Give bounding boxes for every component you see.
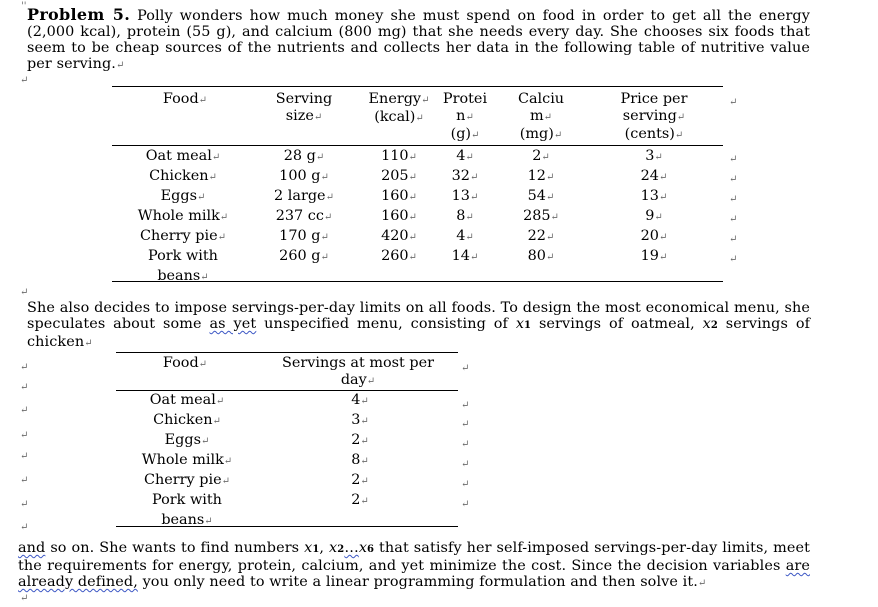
- max-cell: 3↵: [351, 412, 369, 428]
- calcium-cell: 54↵: [527, 188, 555, 204]
- row-end-mark: ↵: [729, 97, 738, 108]
- size-cell: 28 g↵: [283, 148, 325, 164]
- max-cell: 8↵: [351, 452, 369, 468]
- protein-cell: 13↵: [451, 188, 479, 204]
- food-cell: Oat meal↵: [145, 148, 221, 164]
- problem-heading: Problem 5.: [27, 5, 131, 24]
- max-cell: 2↵: [351, 492, 369, 508]
- grammar-underline: as yet: [209, 316, 257, 332]
- paragraph-mark: ↵: [115, 60, 125, 71]
- row-end-mark: ↵: [729, 174, 738, 185]
- row-end-mark: ↵: [729, 234, 738, 245]
- food-cell: Whole milk↵: [137, 208, 229, 224]
- food-cell: Eggs↵: [164, 432, 210, 448]
- row-end-mark: ↵: [461, 479, 470, 490]
- limits-header-food: Food↵: [162, 355, 208, 371]
- grammar-underline: …: [344, 540, 359, 556]
- price-cell: 3↵: [645, 148, 663, 164]
- food-cell: Oat meal↵: [149, 392, 225, 408]
- energy-cell: 110↵: [381, 148, 417, 164]
- corner-mark: '': [21, 1, 27, 12]
- paragraph-mark: ↵: [20, 475, 29, 486]
- grammar-underline: and: [18, 540, 46, 556]
- energy-cell: 160↵: [381, 188, 417, 204]
- grammar-underline: are already defined,: [18, 558, 810, 590]
- calcium-cell: 2↵: [532, 148, 550, 164]
- food-cell: Pork with beans↵: [152, 492, 222, 528]
- limits-table-top-rule: [116, 352, 458, 353]
- food-cell: Cherry pie↵: [140, 228, 226, 244]
- protein-cell: 4↵: [456, 228, 474, 244]
- problem-intro: [27, 7, 810, 74]
- calcium-cell: 285↵: [523, 208, 559, 224]
- header-serving-size: Serving size↵: [275, 91, 333, 124]
- header-protein: Protei n↵ (g)↵: [442, 91, 488, 142]
- paragraph-mark: ↵: [20, 75, 29, 86]
- energy-cell: 205↵: [381, 168, 417, 184]
- paragraph-mark: ↵: [20, 287, 29, 298]
- paragraph-mark: ↵: [20, 362, 29, 373]
- limits-paragraph: She also decides to impose servings-per-day limits on all foods. To design the most economical menu, she speculates about some as yet unspecified menu, consisting of x1 servings of oatmeal, x2 servings of chicken↵: [27, 300, 811, 350]
- row-end-mark: ↵: [729, 254, 738, 265]
- protein-cell: 4↵: [456, 148, 474, 164]
- size-cell: 2 large↵: [274, 188, 334, 204]
- energy-cell: 420↵: [381, 228, 417, 244]
- protein-cell: 14↵: [451, 248, 479, 264]
- table-top-rule: [112, 86, 723, 87]
- row-end-mark: ↵: [461, 363, 470, 374]
- paragraph-mark: ↵: [20, 451, 29, 462]
- paragraph-mark: ↵: [20, 382, 29, 393]
- header-energy: Energy↵ (kcal)↵: [368, 91, 430, 125]
- problem-intro-text: Polly wonders how much money she must spend on food in order to get all the energy (2,000 kcal), protein (55 g), and calcium (800 mg) that she needs every day. She chooses six foods that seem to be cheap sources of the nutrients and collects her data in the following table of nutritive value per serving.: [27, 8, 810, 72]
- paragraph-mark: ↵: [20, 522, 29, 533]
- price-cell: 9↵: [645, 208, 663, 224]
- header-calcium: Calciu m↵ (mg)↵: [517, 91, 565, 142]
- max-cell: 4↵: [351, 392, 369, 408]
- price-cell: 13↵: [640, 188, 668, 204]
- max-cell: 2↵: [351, 472, 369, 488]
- calcium-cell: 22↵: [527, 228, 555, 244]
- price-cell: 24↵: [640, 168, 668, 184]
- size-cell: 260 g↵: [279, 248, 329, 264]
- max-cell: 2↵: [351, 432, 369, 448]
- food-cell: Chicken↵: [149, 168, 217, 184]
- header-price: Price per serving↵ (cents)↵: [620, 91, 688, 142]
- row-end-mark: ↵: [729, 214, 738, 225]
- food-cell: Chicken↵: [153, 412, 221, 428]
- row-end-mark: ↵: [729, 154, 738, 165]
- protein-cell: 32↵: [451, 168, 479, 184]
- size-cell: 100 g↵: [279, 168, 329, 184]
- food-cell: Eggs↵: [160, 188, 206, 204]
- protein-cell: 8↵: [456, 208, 474, 224]
- calcium-cell: 12↵: [527, 168, 555, 184]
- size-cell: 237 cc↵: [275, 208, 333, 224]
- food-cell: Whole milk↵: [141, 452, 233, 468]
- row-end-mark: ↵: [461, 419, 470, 430]
- header-food: Food↵: [162, 91, 208, 107]
- row-end-mark: ↵: [729, 194, 738, 205]
- row-end-mark: ↵: [461, 459, 470, 470]
- paragraph-mark: ↵: [20, 430, 29, 441]
- price-cell: 20↵: [640, 228, 668, 244]
- row-end-mark: ↵: [461, 400, 470, 411]
- energy-cell: 260↵: [381, 248, 417, 264]
- paragraph-mark: ↵: [20, 499, 29, 510]
- price-cell: 19↵: [640, 248, 668, 264]
- closing-paragraph: and so on. She wants to find numbers x1, x2…x6 that satisfy her self-imposed servings-per-day limits, meet the requirements for energy, protein, calcium, and yet minimize the cost. Since the decision variables are already defined, you only need to write a linear programming formulation and then solve it.↵: [18, 540, 810, 590]
- energy-cell: 160↵: [381, 208, 417, 224]
- calcium-cell: 80↵: [527, 248, 555, 264]
- food-cell: Cherry pie↵: [144, 472, 230, 488]
- size-cell: 170 g↵: [279, 228, 329, 244]
- row-end-mark: ↵: [461, 439, 470, 450]
- food-cell: Pork with beans↵: [148, 248, 218, 284]
- paragraph-mark: ↵: [20, 405, 29, 416]
- row-end-mark: ↵: [461, 499, 470, 510]
- paragraph-mark: ↵: [20, 593, 29, 604]
- limits-header-servings: Servings at most per day↵: [281, 355, 435, 388]
